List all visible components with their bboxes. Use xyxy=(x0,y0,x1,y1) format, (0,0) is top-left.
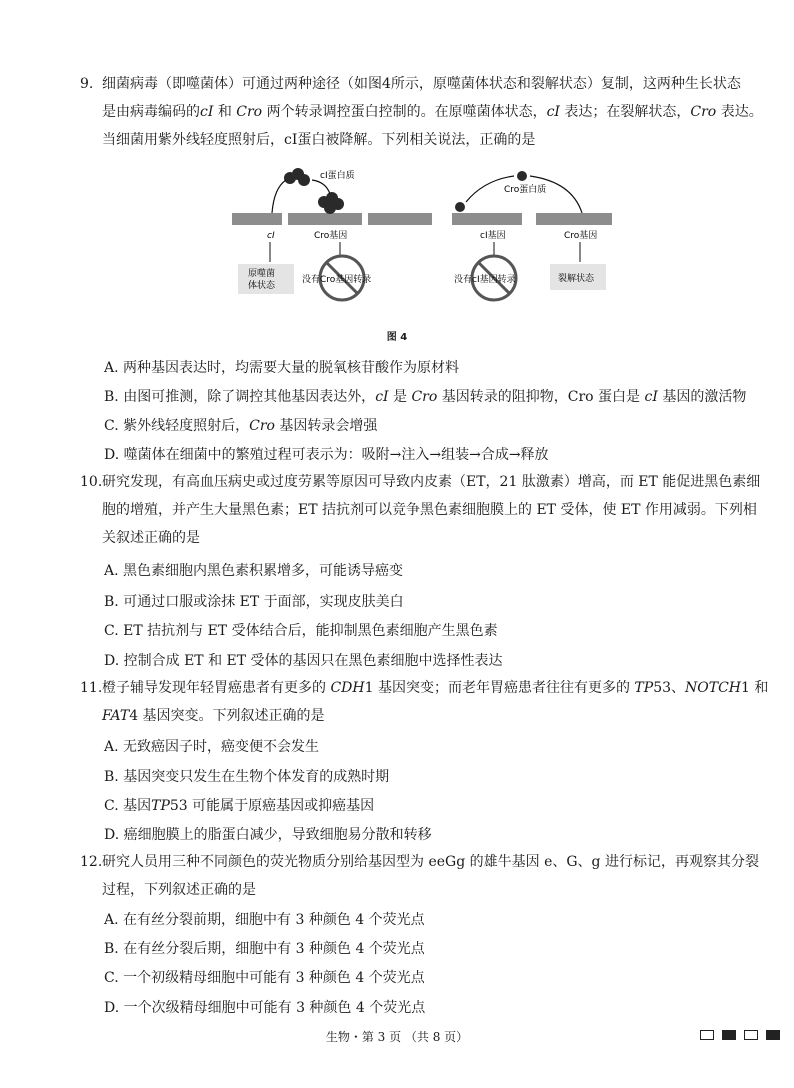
option-9b[interactable]: B. 由图可推测，除了调控其他基因表达外，cI 是 Cro 基因转录的阻抑物，Cro 蛋白是 cI 基因的激活物 xyxy=(104,389,747,405)
prophage-label-2: 体状态 xyxy=(248,281,276,291)
ci-gene-label-right: cI基因 xyxy=(480,231,506,241)
question-number: 10. xyxy=(80,474,103,490)
mark-filled-icon xyxy=(766,1030,780,1040)
option-11c[interactable]: C. 基因TP53 可能属于原癌基因或抑癌基因 xyxy=(104,798,375,814)
dna-gap xyxy=(522,213,536,225)
option-10d[interactable]: D. 控制合成 ET 和 ET 受体的基因只在黑色素细胞中选择性表达 xyxy=(104,653,503,669)
question-12 xyxy=(80,848,770,904)
question-number: 11. xyxy=(80,680,103,696)
question-text-line: 当细菌用紫外线轻度照射后，cI蛋白被降解。下列相关说法，正确的是 xyxy=(102,132,536,148)
question-text-line: 关叙述正确的是 xyxy=(102,530,200,546)
lytic-label: 裂解状态 xyxy=(558,274,595,284)
arrow xyxy=(272,180,286,213)
option-12a[interactable]: A. 在有丝分裂前期，细胞中有 3 种颜色 4 个荧光点 xyxy=(104,912,425,928)
cro-gene-label-left: Cro基因 xyxy=(314,231,348,241)
question-number: 12. xyxy=(80,854,103,870)
option-10c[interactable]: C. ET 拮抗剂与 ET 受体结合后，能抑制黑色素细胞产生黑色素 xyxy=(104,623,498,639)
question-text-line: 胞的增殖，并产生大量黑色素；ET 拮抗剂可以竞争黑色素细胞膜上的 ET 受体，使 ET 作用减弱。下列相 xyxy=(102,502,757,518)
option-11d[interactable]: D. 癌细胞膜上的脂蛋白减少，导致细胞易分散和转移 xyxy=(104,827,432,843)
question-text: 细菌病毒（即噬菌体）可通过两种途径（如图4所示，原噬菌体状态和裂解状态）复制，这两种生长状态 xyxy=(102,76,741,92)
dna-gap xyxy=(282,213,288,225)
question-number: 9. xyxy=(80,76,94,92)
option-12c[interactable]: C. 一个初级精母细胞中可能有 3 种颜色 4 个荧光点 xyxy=(104,970,425,986)
question-11 xyxy=(80,674,770,730)
page-footer: 生物・第 3 页 （共 8 页） xyxy=(325,1030,469,1044)
option-10b[interactable]: B. 可通过口服或涂抹 ET 于面部，实现皮肤美白 xyxy=(104,594,404,610)
mark-empty-icon xyxy=(744,1030,758,1040)
option-12d[interactable]: D. 一个次级精母细胞中可能有 3 种颜色 4 个荧光点 xyxy=(104,1000,426,1016)
option-9d[interactable]: D. 噬菌体在细菌中的繁殖过程可表示为：吸附→注入→组装→合成→释放 xyxy=(104,447,549,463)
ci-gene-label: cI xyxy=(267,231,275,241)
cro-protein xyxy=(517,171,527,181)
option-10a[interactable]: A. 黑色素细胞内黑色素积累增多，可能诱导癌变 xyxy=(104,563,404,579)
question-text: 橙子辅导发现年轻胃癌患者有更多的 CDH1 基因突变；而老年胃癌患者往往有更多的 TP53、NOTCH1 和 xyxy=(102,680,769,696)
dna-strand-left xyxy=(232,213,432,225)
no-ci-label: 没有cI基因转录 xyxy=(454,275,516,285)
ci-protein-dimer-top xyxy=(284,168,310,186)
cro-protein-label: Cro蛋白质 xyxy=(504,185,547,195)
question-10 xyxy=(80,468,770,552)
option-11b[interactable]: B. 基因突变只发生在生物个体发育的成熟时期 xyxy=(104,769,390,785)
question-text: 研究人员用三种不同颜色的荧光物质分别给基因型为 eeGg 的雄牛基因 e、G、g 进行标记，再观察其分裂 xyxy=(102,854,759,870)
option-9a[interactable]: A. 两种基因表达时，均需要大量的脱氧核苷酸作为原材料 xyxy=(104,360,460,376)
figure-4 xyxy=(222,158,612,318)
question-text-line: FAT4 基因突变。下列叙述正确的是 xyxy=(102,708,325,724)
cro-gene-label-right: Cro基因 xyxy=(564,231,598,241)
no-cro-label: 没有Cro基因转录 xyxy=(302,275,372,285)
dna-gap xyxy=(362,213,368,225)
figure-caption: 图 4 xyxy=(386,332,408,343)
ci-protein-bound xyxy=(318,192,344,214)
ci-protein-label: cI蛋白质 xyxy=(320,171,355,181)
question-text-line: 过程，下列叙述正确的是 xyxy=(102,882,256,898)
option-11a[interactable]: A. 无致癌因子时，癌变便不会发生 xyxy=(104,739,320,755)
question-text: 研究发现，有高血压病史或过度劳累等原因可导致内皮素（ET，21 肽激素）增高，而 ET 能促进黑色素细 xyxy=(102,474,761,490)
option-9c[interactable]: C. 紫外线轻度照射后，Cro 基因转录会增强 xyxy=(104,418,378,434)
question-text-line: 是由病毒编码的cI 和 Cro 两个转录调控蛋白控制的。在原噬菌体状态，cI 表达；在裂解状态，Cro 表达。 xyxy=(102,104,763,120)
mark-filled-icon xyxy=(722,1030,736,1040)
cro-protein-bound xyxy=(455,202,465,212)
option-12b[interactable]: B. 在有丝分裂后期，细胞中有 3 种颜色 4 个荧光点 xyxy=(104,941,425,957)
question-9 xyxy=(80,70,770,154)
page-marks xyxy=(700,1030,780,1040)
prophage-label-1: 原噬菌 xyxy=(248,269,276,279)
mark-empty-icon xyxy=(700,1030,714,1040)
arrow xyxy=(312,180,330,194)
